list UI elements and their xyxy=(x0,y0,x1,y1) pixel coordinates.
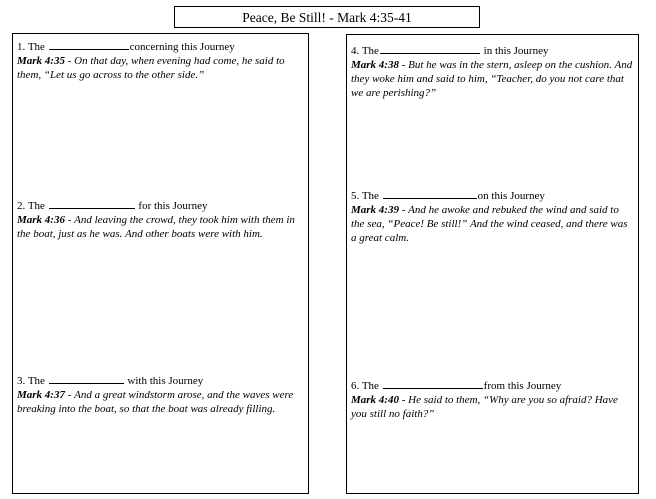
section-4-passage xyxy=(351,58,634,100)
section-4-number: 4. xyxy=(351,45,360,57)
section-1 xyxy=(17,38,304,82)
section-3-blank[interactable] xyxy=(49,372,124,384)
section-6-passage xyxy=(351,393,634,421)
section-5-sep: - xyxy=(398,204,409,216)
section-3 xyxy=(17,372,304,416)
section-3-heading xyxy=(17,372,304,388)
section-4-sep: - xyxy=(398,59,409,71)
section-6 xyxy=(351,377,634,421)
section-1-number: 1. xyxy=(17,41,26,53)
section-4-the: The xyxy=(361,45,379,57)
section-4-reference: Mark 4:38 xyxy=(351,59,399,71)
page-title: Peace, Be Still! - Mark 4:35-41 xyxy=(174,6,480,28)
section-4-blank[interactable] xyxy=(380,42,480,54)
section-6-label: from this Journey xyxy=(483,380,562,392)
section-6-blank[interactable] xyxy=(383,377,483,389)
section-3-the: The xyxy=(27,375,45,387)
section-2-verse: And leaving the crowd, they took him with them in the boat, just as he was. And other boats were with him. xyxy=(17,214,295,240)
section-1-reference: Mark 4:35 xyxy=(17,55,65,67)
section-2 xyxy=(17,197,304,241)
section-6-the: The xyxy=(361,380,379,392)
section-5-verse: And he awoke and rebuked the wind and said to the sea, “Peace! Be still!” And the wind ceased, and there was a great calm. xyxy=(351,204,628,244)
section-5-number: 5. xyxy=(351,190,360,202)
section-2-blank[interactable] xyxy=(49,197,135,209)
section-3-passage xyxy=(17,388,304,416)
section-3-reference: Mark 4:37 xyxy=(17,389,65,401)
section-2-label: for this Journey xyxy=(138,200,208,212)
section-6-heading xyxy=(351,377,634,393)
section-2-reference: Mark 4:36 xyxy=(17,214,65,226)
section-5-label: on this Journey xyxy=(477,190,545,202)
section-5-the: The xyxy=(361,190,379,202)
section-5-blank[interactable] xyxy=(383,187,477,199)
section-5-passage xyxy=(351,203,634,245)
section-2-heading xyxy=(17,197,304,213)
section-3-number: 3. xyxy=(17,375,26,387)
section-6-sep: - xyxy=(398,394,409,406)
section-5 xyxy=(351,187,634,245)
section-4 xyxy=(351,42,634,100)
section-2-the: The xyxy=(27,200,45,212)
section-1-the: The xyxy=(27,41,45,53)
section-3-label: with this Journey xyxy=(127,375,204,387)
section-3-verse: And a great windstorm arose, and the waves were breaking into the boat, so that the boat was already filling. xyxy=(17,389,294,415)
right-column xyxy=(346,34,639,494)
section-5-reference: Mark 4:39 xyxy=(351,204,399,216)
section-4-verse: But he was in the stern, asleep on the cushion. And they woke him and said to him, “Teacher, do you not care that we are perishing?” xyxy=(351,59,633,99)
section-6-reference: Mark 4:40 xyxy=(351,394,399,406)
section-1-verse: On that day, when evening had come, he said to them, “Let us go across to the other side.” xyxy=(17,55,285,81)
section-6-verse: He said to them, “Why are you so afraid? Have you still no faith?” xyxy=(351,394,618,420)
section-5-heading xyxy=(351,187,634,203)
section-1-passage xyxy=(17,54,304,82)
section-2-sep: - xyxy=(64,214,75,226)
section-1-label: concerning this Journey xyxy=(129,41,235,53)
section-6-number: 6. xyxy=(351,380,360,392)
section-1-sep: - xyxy=(64,55,75,67)
section-4-label: in this Journey xyxy=(483,45,549,57)
section-1-heading xyxy=(17,38,304,54)
section-2-number: 2. xyxy=(17,200,26,212)
left-column xyxy=(12,33,309,494)
section-2-passage xyxy=(17,213,304,241)
section-4-heading xyxy=(351,42,634,58)
section-3-sep: - xyxy=(64,389,75,401)
section-1-blank[interactable] xyxy=(49,38,129,50)
